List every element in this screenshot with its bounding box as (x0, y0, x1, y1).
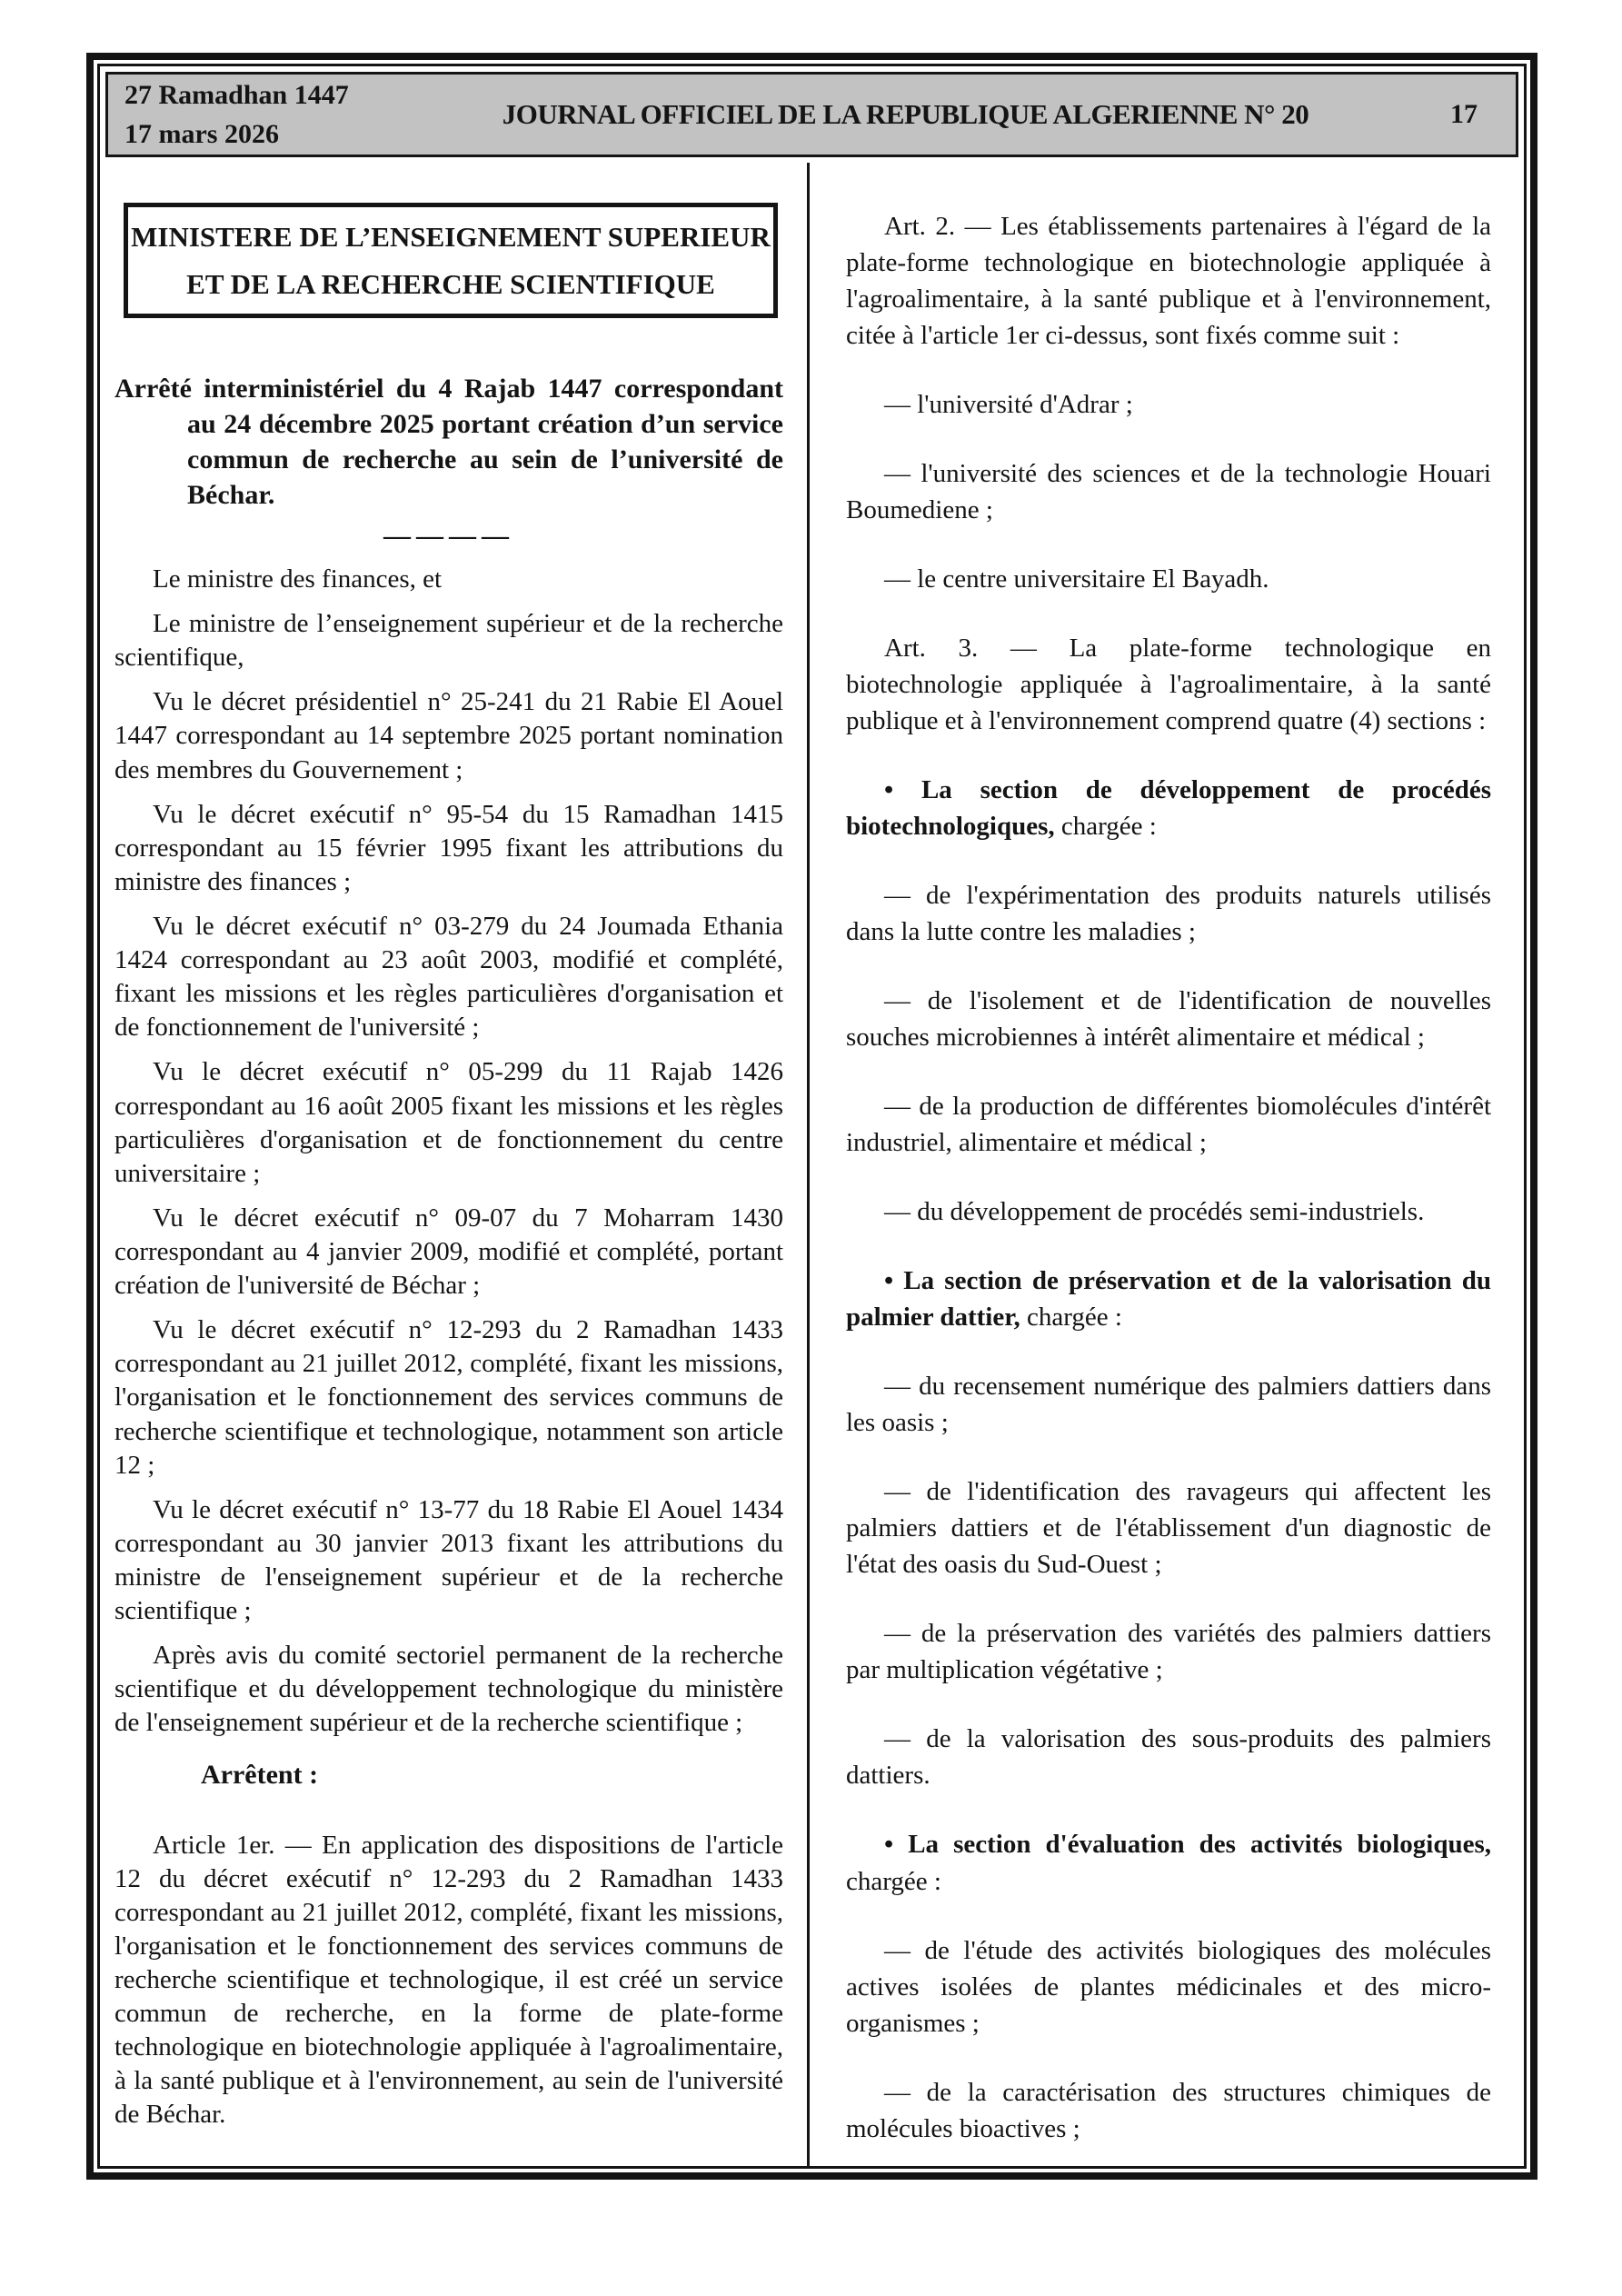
dash-list-item: — de l'isolement et de l'identification de nouvelles souches microbiennes à intérêt alimentaire et médical ; (846, 986, 1491, 1053)
section-bullet-bold: • La section de préservation et de la valorisation du palmier dattier, (846, 1266, 1491, 1333)
column-divider (807, 163, 810, 2166)
header-band (105, 72, 1518, 157)
left-column (100, 163, 807, 2166)
dash-list-item: — du développement de procédés semi-industriels. (884, 1197, 1425, 1227)
page-frame (86, 53, 1537, 2180)
left-column-paragraphs (114, 563, 783, 2131)
date-gregorian: 17 mars 2026 (124, 119, 279, 149)
dash-list-item: — de la valorisation des sous-produits des palmiers dattiers. (846, 1724, 1491, 1791)
title-separator: ———— (383, 521, 514, 551)
dash-list-item: — de l'identification des ravageurs qui affectent les palmiers dattiers et de l'établissement d'un diagnostic de l'état des oasis du Sud-Ouest ; (846, 1477, 1491, 1580)
paragraph: Le ministre des finances, et (153, 564, 443, 594)
dash-list-item: — de la caractérisation des structures chimiques de molécules bioactives ; (846, 2077, 1491, 2143)
right-column-paragraphs (846, 208, 1491, 2147)
dash-list-item: — de l'expérimentation des produits naturels utilisés dans la lutte contre les maladies ; (846, 881, 1491, 947)
ministry-box-line1: MINISTERE DE L’ENSEIGNEMENT SUPERIEUR (131, 221, 771, 254)
date-hijri: 27 Ramadhan 1447 (124, 79, 349, 110)
section-bullet-paragraph: • La section de préservation et de la valorisation du palmier dattier, chargée : (846, 1266, 1491, 1333)
dash-list-item: — l'université d'Adrar ; (884, 390, 1133, 420)
paragraph: Après avis du comité sectoriel permanent de la recherche scientifique et du développement technologique du ministère de l'enseignement supérieur et de la recherche scientifique ; (114, 1641, 783, 1738)
paragraph: Art. 3. — La plate-forme technologique en biotechnologie appliquée à l'agroalimentaire, à la santé publique et à l'environnement comprend quatre (4) sections : (846, 634, 1491, 736)
ministry-box-line2: ET DE LA RECHERCHE SCIENTIFIQUE (186, 267, 715, 300)
paragraph: Le ministre de l’enseignement supérieur et de la recherche scientifique, (114, 609, 783, 673)
dash-list-item: — de la production de différentes biomolécules d'intérêt industriel, alimentaire et médical ; (846, 1092, 1491, 1158)
section-bullet-paragraph: • La section d'évaluation des activités biologiques, chargée : (846, 1830, 1491, 1896)
paragraph: Vu le décret exécutif n° 09-07 du 7 Moharram 1430 correspondant au 4 janvier 2009, modifié et complété, portant création de l'université de Béchar ; (114, 1203, 783, 1301)
dash-list-item: — du recensement numérique des palmiers dattiers dans les oasis ; (846, 1372, 1491, 1438)
paragraph: Article 1er. — En application des dispositions de l'article 12 du décret exécutif n° 12-293 du 2 Ramadhan 1433 correspondant au 21 juillet 2012, complété, fixant les missions, l'organisation et le fonctionnement des services communs de recherche scientifique et technologique, il est créé un service commun de recherche, en la forme de plate-forme technologique en biotechnologie appliquée à l'agroalimentaire, à la santé publique et à l'environnement, au sein de l'université de Béchar. (114, 1830, 783, 2130)
dash-list-item: — l'université des sciences et de la technologie Houari Boumediene ; (846, 459, 1491, 525)
paragraph: Art. 2. — Les établissements partenaires à l'égard de la plate-forme technologique en biotechnologie appliquée à l'agroalimentaire, à la santé publique et à l'environnement, citée à l'article 1er ci-dessus, sont fixés comme suit : (846, 212, 1491, 351)
right-column (807, 163, 1524, 2166)
section-bullet-paragraph: • La section de développement de procédés biotechnologiques, chargée : (846, 775, 1491, 842)
journal-title: JOURNAL OFFICIEL DE LA REPUBLIQUE ALGERIENNE N° 20 (502, 98, 1309, 130)
section-bullet-bold: • La section de développement de procédés biotechnologiques, (846, 775, 1491, 842)
dash-list-item: — de la préservation des variétés des palmiers dattiers par multiplication végétative ; (846, 1619, 1491, 1685)
arretent-heading: Arrêtent : (201, 1759, 319, 1790)
paragraph: Vu le décret exécutif n° 05-299 du 11 Rajab 1426 correspondant au 16 août 2005 fixant les missions et les règles particulières d'organisation et de fonctionnement du centre universitaire ; (114, 1057, 783, 1188)
paragraph: Vu le décret exécutif n° 12-293 du 2 Ramadhan 1433 correspondant au 21 juillet 2012, complété, fixant les missions, l'organisation et le fonctionnement des services communs de recherche scientifique et technologique, notamment son article 12 ; (114, 1315, 783, 1480)
dash-list-item: — de l'étude des activités biologiques des molécules actives isolées de plantes médicinales et des micro-organismes ; (846, 1935, 1491, 2038)
page-frame-inner (97, 64, 1527, 2169)
content-columns (100, 163, 1524, 2166)
page-number: 17 (1450, 99, 1478, 129)
paragraph: Vu le décret présidentiel n° 25-241 du 21 Rabie El Aouel 1447 correspondant au 14 septembre 2025 portant nomination des membres du Gouvernement ; (114, 687, 783, 784)
paragraph: Vu le décret exécutif n° 95-54 du 15 Ramadhan 1415 correspondant au 15 février 1995 fixant les attributions du ministre des finances ; (114, 799, 783, 896)
header-dates (108, 75, 443, 155)
ministry-box (124, 203, 778, 318)
decree-title: Arrêté interministériel du 4 Rajab 1447 correspondant au 24 décembre 2025 portant création d’un service commun de recherche au sein de l’université de Béchar. (114, 374, 783, 510)
dash-list-item: — le centre universitaire El Bayadh. (884, 564, 1269, 594)
paragraph: Vu le décret exécutif n° 03-279 du 24 Joumada Ethania 1424 correspondant au 23 août 2003, modifié et complété, fixant les missions et les règles particulières d'organisation et de fonctionnement de l'université ; (114, 911, 783, 1043)
paragraph: Vu le décret exécutif n° 13-77 du 18 Rabie El Aouel 1434 correspondant au 30 janvier 2013 fixant les attributions du ministre de l'enseignement supérieur et de la recherche scientifique ; (114, 1494, 783, 1626)
section-bullet-bold: • La section d'évaluation des activités biologiques, (884, 1830, 1491, 1860)
